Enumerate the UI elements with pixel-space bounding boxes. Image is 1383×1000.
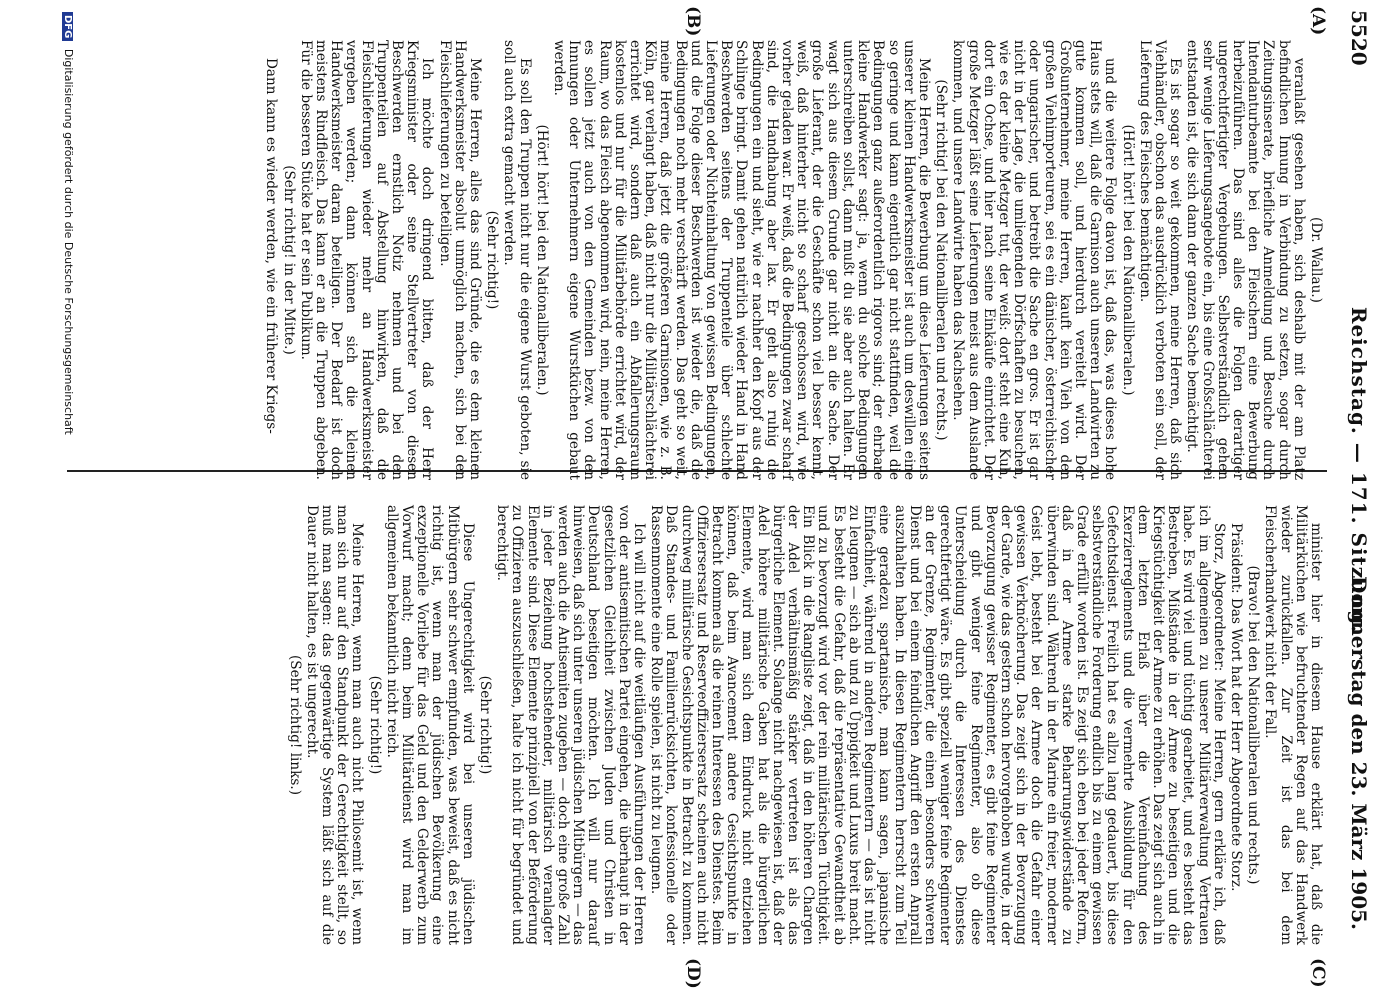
paragraph: Ich will nicht auf die weitläufigen Ausführungen der Herren von der antisemitischen Partei eingehen, die überhaupt in der gesetzlichen Gleichheit zwischen Juden und Christen in Deutschland beseitigen möchten. Ich will nur darauf hinweisen, daß sich unter unseren jüdischen Mitbürgern — das werden auch die Antisemiten zugeben — doch eine große Zahl in jeder Beziehung hochstehender, militärisch veranlagter Elemente sind. Diese Elemente prinzipiell von der Beförderung zu Offizieren auszuschließen, halte ich nicht für begründet und berechtigt. bbox=[494, 505, 648, 945]
left-column bbox=[261, 40, 1323, 480]
paragraph: minister hier in diesem Hause erklärt hat, daß die Militärküchen wie befruchtender Regen auf das Handwerk wieder zurückfallen. Zur Zeit ist das bei dem Fleischerhandwerk nicht der Fall. bbox=[1262, 505, 1324, 945]
paragraph: (Sehr richtig!) bbox=[366, 675, 383, 775]
paragraph: Ich möchte doch dringend bitten, daß der Herr Kriegsminister oder seine Stellvertreter von diesen Beschwerden ernstlich Notiz nehmen und bei den Truppenteilen auf Abstellung hinwirken, daß die Fleischlieferungen wieder mehr an Handwerksmeister vergeben werden; dann können sich die kleinen Handwerksmeister daran beteiligen. Der Bedarf ist doch meistens Rindfleisch. Das kann er an die Truppen abgeben. Für die besseren Stücke hat er sein Publikum. bbox=[297, 40, 436, 480]
paragraph: Storz, Abgeordneter: Meine Herren, gern erkläre ich, daß ich im allgemeinen zu unserer Militärverwaltung Vertrauen habe. Es wird viel und tüchtig gearbeitet, und es besteht das Bestreben, Mißstände in der Armee zu beseitigen und die Kriegstüchtigkeit der Armee zu erhöhen. Das zeigt sich auch in dem letzten Erlaß über die Vereinfachung des Exerzierreglements und die vermehrte Ausbildung für den Gefechtsdienst. Freilich hat es allzu lang gedauert, bis diese selbstverständliche Forderung endlich bis zu einem gewissen Grade erfüllt worden ist. Es zeigt sich eben bei jeder Reform, daß in der Armee starke Beharrungswiderstände zu überwinden sind. Während in der Marine ein freier, moderner Geist lebt, besteht bei der Armee doch die Gefahr einer gewissen Verknöcherung. Das zeigt sich in der Bevorzugung der Garde, wie das gestern schon hervorgehoben wurde, in der Bevorzugung gewisser Regimenter, es gibt feine Regimenter und gibt weniger feine Regimenter, also ob diese Unterscheidung durch die Interessen des Dienstes gerechtfertigt wäre. Es gibt speziell weniger feine Regimenter an der Grenze, Regimenter, die einen besonders schweren Dienst und bei einem feindlichen Angriff den ersten Anprall auszuhalten haben. In diesen Regimentern herrscht zum Teil eine geradezu spartanische, man kann sagen, japanische Einfachheit, während in anderen Regimentern — das ist nicht zu leugnen — sich ab und zu Üppigkeit und Luxus breit macht. Es besteht die Gefahr, daß die repräsentative Gewandtheit ab und zu bevorzugt wird vor der rein militärischen Tüchtigkeit. Ein Blick in die Rangliste zeigt, daß in den höheren Chargen der Adel verhältnismäßig stärker vertreten ist als das bürgerliche Element. Solange nicht nachgewiesen ist, daß der Adel höhere militärische Gaben hat als die bürgerlichen Elemente, wird man sich dem Eindruck nicht entziehen können, daß beim Avancement andere Gesichtspunkte in Betracht kommen als die reinen Interessen des Dienstes. Beim Offiziersersatz und Reserveoffiziersersatz scheinen auch nicht durchweg militärische Gesichtspunkte in Betracht zu kommen. Daß Standes- und Familienrücksichten, konfessionelle oder Rassenmomente eine Rolle spielen, ist nicht zu leugnen. bbox=[648, 505, 1227, 945]
paragraph: (Dr. Wallau.) bbox=[1308, 217, 1324, 303]
paragraph: Meine Herren, die Bewerbung um diese Lieferungen seitens unserer kleinen Handwerksmeister ist auch um deswillen eine so geringe und kann eigentlich gar nicht stattfinden, weil die Bedingungen ganz außerordentlich rigoros sind; der ehrbare kleine Handwerker sagt: ja, wenn du solche Bedingungen unterschreiben sollst, dann mußt du sie aber auch halten. Er wagt sich aus diesem Grunde gar nicht an die Sache. Der große Lieferant, der die Geschäfte schon viel besser kennt, weiß, daß hinterher nicht so scharf geschossen wird, wie vorher geladen war. Er weiß, daß die Bedingungen zwar scharf sind, die Handhabung aber lax. Er geht also ruhig die Bedingungen ein und sieht, wie er nachher den Kopf aus der Schlinge bringt. Damit gehen natürlich wieder Hand in Hand Beschwerden seitens der Truppenteile über schlechte Lieferungen oder Nichteinhaltung von gewissen Bedingungen, und die Folge dieser Beschwerden ist wieder die, daß die Bedingungen noch mehr verschärft werden. Das geht so weit, meine Herren, daß jetzt die größeren Garnisonen, wie z. B. Köln, gar verlangt haben, daß nicht nur die Militärschlächterei errichtet wird, sondern daß auch ein Abfallerungsraum kostenlos und nur für die Militärbehörde errichtet wird, der Raum, wo das Fleisch abgenommen wird, nein, meine Herren, es sollen jetzt auch von den Gemeinden bezw. von den Innungen oder Unternehmern eigene Wurstküchen gebaut werden. bbox=[551, 40, 932, 480]
credit-text: Digitalisierung gefördert durch die Deutsche Forschungsgemeinschaft bbox=[62, 48, 75, 435]
paragraph: (Hört! hört! bei den Nationalliberalen.) bbox=[1119, 124, 1136, 396]
margin-mark-b: (B) bbox=[683, 6, 703, 37]
margin-mark-a: (A) bbox=[1308, 6, 1328, 36]
margin-mark-c: (C) bbox=[1308, 958, 1328, 988]
paragraph: (Sehr richtig! bei den Nationalliberalen und rechts.) bbox=[933, 79, 950, 441]
paragraph: (Sehr richtig!) bbox=[484, 210, 501, 310]
paragraph: Meine Herren, wenn man auch nicht Philosemit ist, wenn man sich nur auf den Standpunkt der Gerechtigkeit stellt, so muß man sagen: das gegenwärtige System läßt sich auf die Dauer nicht halten, es ist ungerecht. bbox=[303, 505, 366, 945]
dfg-logo: DFG bbox=[62, 12, 73, 41]
paragraph: Es ist sogar so weit gekommen, meine Herren, daß sich Viehhändler, obschon das ausdrücklich verboten sein soll, der Lieferung des Fleisches bemächtigen. bbox=[1136, 40, 1184, 480]
paragraph: Dann kann es wieder werden, wie ein früherer Kriegs- bbox=[263, 58, 280, 434]
paragraph: (Sehr richtig! links.) bbox=[286, 654, 303, 796]
session-date: Donnerstag den 23. März 1905. bbox=[1347, 576, 1371, 930]
margin-mark-d: (D) bbox=[683, 958, 703, 989]
footer-credit bbox=[57, 12, 75, 982]
paragraph: Diese Ungerechtigkeit wird bei unseren jüdischen Mitbürgern sehr schwer empfunden, was beweist, daß es nicht richtig ist, wenn man der jüdischen Bevölkerung eine exzeptionelle Vorliebe für das Geld und den Gelderwerb zum Vorwurf macht; denn beim Militärdienst wird man im allgemeinen bekanntlich nicht reich. bbox=[383, 505, 476, 945]
page-title: Reichstag. — 171. Sitzung. bbox=[1347, 306, 1371, 634]
paragraph: (Sehr richtig!) bbox=[477, 675, 494, 775]
page-number: 5520 bbox=[1347, 10, 1371, 66]
paragraph: Meine Herren, alles das sind Gründe, die es dem kleinen Handwerksmeister absolut unmöglich machen, sich bei den Fleischlieferungen zu beteiligen. bbox=[436, 40, 484, 480]
paragraph: Es soll den Truppen nicht nur die eigene Wurst geboten, sie soll auch extra gemacht werden. bbox=[501, 40, 533, 480]
right-column bbox=[284, 505, 1323, 945]
page-header bbox=[1343, 10, 1371, 930]
paragraph: (Hört! hört! bei den Nationalliberalen.) bbox=[533, 124, 550, 396]
paragraph: und die weitere Folge davon ist, daß das, was dieses hohe Haus stets will, daß die Garnison auch unseren Landwirten zu gute kommen soll, und hierdurch vereitelt wird. Der Großunternehmer, meine Herren, kauft kein Vieh von den großen Viehimporteuren, sei es ein dänischer, österreichischer oder ungarischer, und betreibt die Sache en gros. Er ist gar nicht in der Lage, die umliegenden Dörfschaften zu besuchen, wie es der kleine Metzger tut, der weiß: dort steht eine Kuh, dort ein Ochse, und hier nach seine Einkäufe einrichtet. Der große Metzger läßt seine Lieferungen meist aus dem Auslande kommen, und unsere Landwirte haben das Nachsehen. bbox=[950, 40, 1119, 480]
paragraph: (Sehr richtig! in der Mitte.) bbox=[280, 165, 297, 355]
paragraph: Präsident: Das Wort hat der Herr Abgeordnete Storz. bbox=[1227, 523, 1244, 892]
paragraph: (Bravo! bei den Nationalliberalen und rechts.) bbox=[1245, 565, 1262, 885]
paragraph: veranlaßt gesehen haben, sich deshalb mit der am Platz befindlichen Innung in Verbindung zu setzen, sogar durch Zeitungsinserate, briefliche Anmeldung und Besuche durch Intendanturbeamte bei den Fleischern eine Bewerbung herbeizuführen. Das sind alles die Folgen derartiger ungerechtfertigter Vergebungen. Selbstverständlich gehen sehr wenige Lieferungsangebote ein, bis eine Großschlächterei entstanden ist, die sich dann der ganzen Sache bemächtigt. bbox=[1184, 40, 1307, 480]
